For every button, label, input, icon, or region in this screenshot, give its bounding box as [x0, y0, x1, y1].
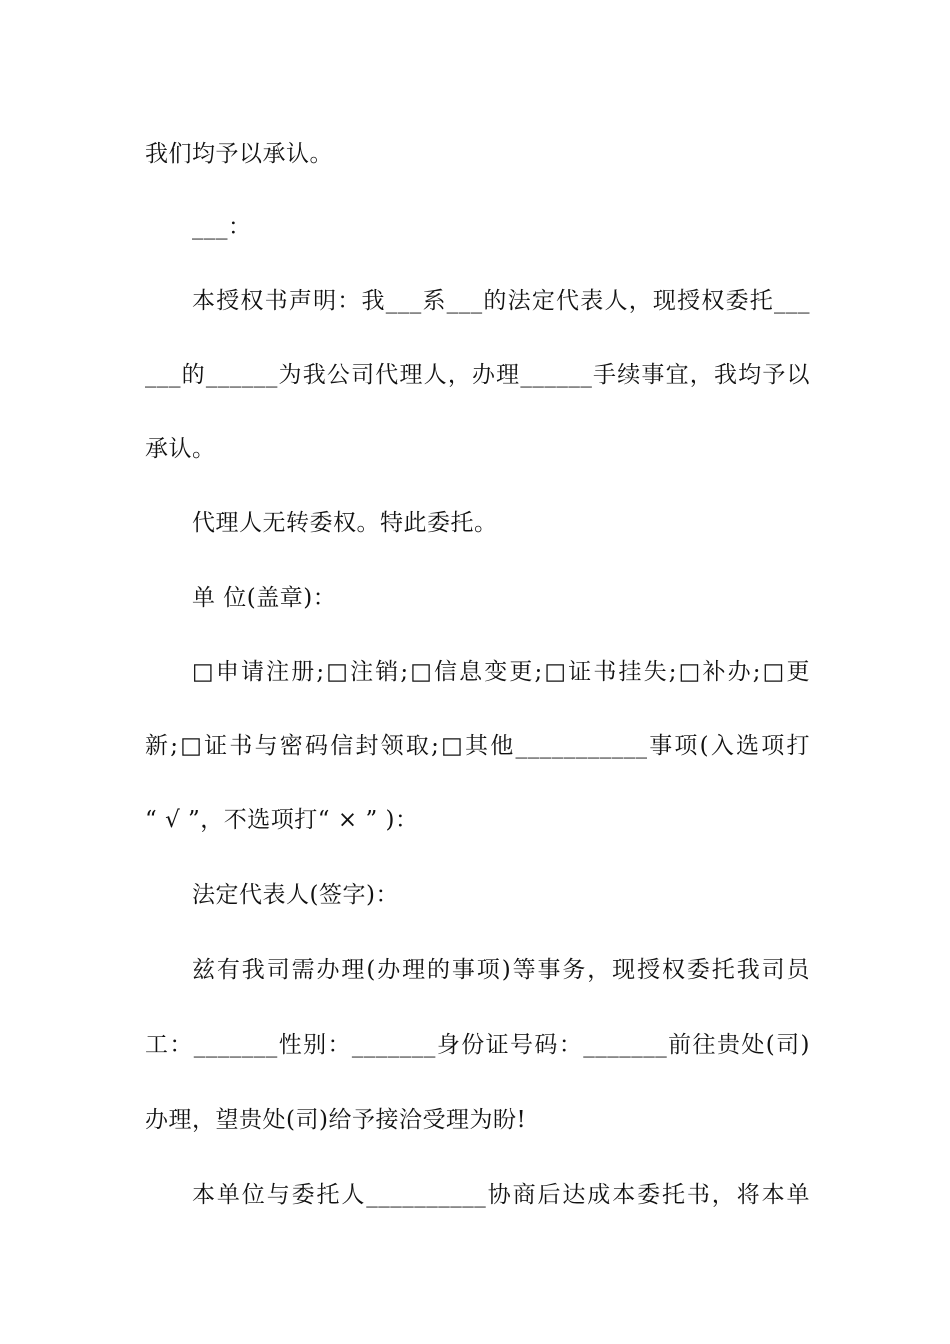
text-line: □申请注册;□注销;□信息变更;□证书挂失;□补办;□更 [192, 659, 810, 685]
text-line: 代理人无转委权。特此委托。 [192, 510, 498, 536]
text-line: 本授权书声明：我___系___的法定代表人，现授权委托___ [192, 288, 810, 314]
text-line: 我们均予以承认。 [145, 141, 333, 167]
text-line: 新;□证书与密码信封领取;□其他___________事项(入选项打 [145, 733, 810, 759]
text-line: 工：_______性别：_______身份证号码：_______前往贵处(司) [145, 1032, 810, 1058]
text-line: 办理，望贵处(司)给予接洽受理为盼! [145, 1107, 527, 1133]
text-line: ___： [192, 214, 252, 240]
text-line: 单 位(盖章)： [192, 585, 337, 611]
text-line: 兹有我司需办理(办理的事项)等事务，现授权委托我司员 [192, 957, 810, 983]
text-line: “ √ ”，不选项打“ × ” )： [145, 807, 419, 833]
text-line: 承认。 [145, 436, 216, 462]
text-line: 本单位与委托人__________协商后达成本委托书，将本单 [192, 1182, 810, 1208]
text-line: 法定代表人(签字)： [192, 882, 399, 908]
text-line: ___的______为我公司代理人，办理______手续事宜，我均予以 [145, 362, 810, 388]
